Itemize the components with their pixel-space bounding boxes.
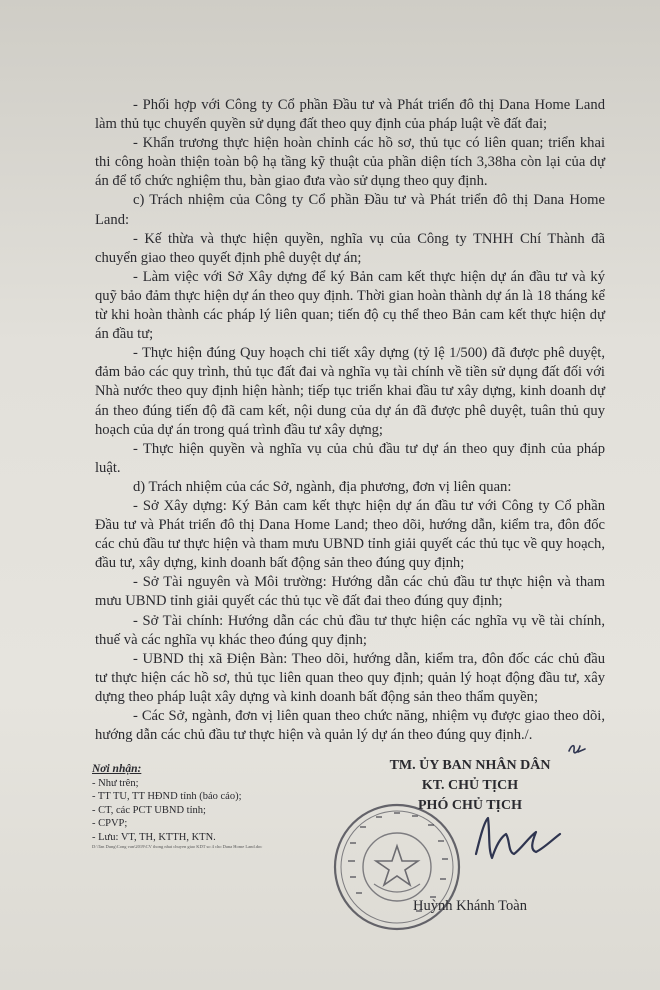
signature-line-chairman: KT. CHỦ TỊCH	[421, 778, 519, 793]
paragraph-heading-d: d) Trách nhiệm của các Sở, ngành, địa phương, đơn vị liên quan:	[133, 478, 512, 495]
paragraph-dept-finance: - Sở Tài chính: Hướng dẫn các chủ đầu tư thực hiện các nghĩa vụ về tài chính, thuế và các nghĩa vụ khác theo đúng quy định;	[95, 612, 605, 648]
paragraph-commitment-deposit: - Làm việc với Sở Xây dựng để ký Bản cam kết thực hiện dự án đầu tư và ký quỹ bảo đảm thực hiện dự án theo quy định. Thời gian hoàn thành dự án là 18 tháng kể từ khi hoàn thành các pháp lý liên quan; tiến độ cụ thể theo Bản cam kết thực hiện dự án đầu tư;	[95, 268, 605, 343]
recipient-item: - Như trên;	[92, 777, 139, 789]
recipients-title: Nơi nhận:	[92, 763, 142, 775]
recipient-item: - CPVP;	[92, 818, 128, 829]
paragraph-dept-construction: - Sở Xây dựng: Ký Bản cam kết thực hiện dự án đầu tư với Công ty Cổ phần Đầu tư và Phát triển đô thị Dana Home Land; theo dõi, hướng dẫn, kiểm tra, đôn đốc các chủ đầu tư thực hiện và tham mưu UBND tỉnh giải quyết các thủ tục về quy hoạch, đầu tư, xây dựng, kinh doanh bất động sản theo đúng quy định;	[95, 497, 605, 572]
paragraph-dien-ban-committee: - UBND thị xã Điện Bàn: Theo dõi, hướng dẫn, kiểm tra, đôn đốc các chủ đầu tư thực hiện các hồ sơ, thủ tục liên quan theo quy định; quản lý hoạt động đầu tư, xây dựng theo pháp luật xây dựng và kinh doanh bất động sản theo thẩm quyền;	[95, 650, 605, 705]
handwritten-signature	[470, 808, 565, 868]
signer-name: Huỳnh Khánh Toàn	[413, 898, 527, 914]
paragraph-related-units: - Các Sở, ngành, đơn vị liên quan theo chức năng, nhiệm vụ được giao theo dõi, hướng dẫn các chủ đầu tư thực hiện và quản lý dự án theo đúng quy định./.	[95, 708, 605, 744]
paragraph-dept-natural-resources: - Sở Tài nguyên và Môi trường: Hướng dẫn các chủ đầu tư thực hiện và tham mưu UBND tỉnh giải quyết các thủ tục về đất đai theo đúng quy định;	[95, 574, 605, 610]
handwritten-initial-mark	[566, 738, 588, 758]
recipient-item: - TT TU, TT HĐND tỉnh (báo cáo);	[92, 791, 242, 802]
signature-line-vice-chairman: PHÓ CHỦ TỊCH	[418, 798, 522, 813]
paragraph-inherit-rights: - Kế thừa và thực hiện quyền, nghĩa vụ của Công ty TNHH Chí Thành đã chuyển giao theo quyết định phê duyệt dự án;	[95, 230, 605, 266]
paragraph-rights-obligations: - Thực hiện quyền và nghĩa vụ của chủ đầu tư dự án theo quy định của pháp luật.	[95, 440, 605, 476]
document-body	[95, 96, 605, 745]
signature-line-committee: TM. ỦY BAN NHÂN DÂN	[389, 758, 551, 773]
recipient-item: - CT, các PCT UBND tỉnh;	[92, 804, 206, 816]
paragraph-heading-c: c) Trách nhiệm của Công ty Cổ phần Đầu tư và Phát triển đô thị Dana Home Land:	[95, 192, 605, 228]
paragraph-coordinate-land-transfer: - Phối hợp với Công ty Cổ phần Đầu tư và Phát triển đô thị Dana Home Land làm thủ tục chuyển quyền sử dụng đất theo quy định của pháp luật về đất đai;	[95, 97, 605, 133]
recipient-item: - Lưu: VT, TH, KTTH, KTN.	[92, 831, 216, 843]
paragraph-detailed-planning: - Thực hiện đúng Quy hoạch chi tiết xây dựng (tỷ lệ 1/500) đã được phê duyệt, đảm bảo các quy trình, thủ tục đất đai và nghĩa vụ tài chính về tiền sử dụng đất đối với Nhà nước theo quy định hiện hành; tiếp tục triển khai đầu tư xây dựng, kinh doanh dự án theo đúng tiến độ đã cam kết, nội dung của dự án đã được phê duyệt, tuân thủ quy hoạch của dự án trong quá trình đầu tư xây dựng;	[95, 345, 605, 438]
paragraph-complete-dossiers: - Khẩn trương thực hiện hoàn chỉnh các hồ sơ, thủ tục có liên quan; triển khai thi công hoàn thiện toàn bộ hạ tầng kỹ thuật của phần diện tích 3,38ha còn lại của dự án để tổ chức nghiệm thu, bàn giao đưa vào sử dụng theo quy định.	[95, 135, 605, 190]
file-path-footnote: D:\Tan Dung\Cong van\2019\CV thong nhat chuyen giao KDT so 4 cho Dana Home Land.doc	[92, 844, 263, 849]
recipients-block	[92, 763, 352, 850]
